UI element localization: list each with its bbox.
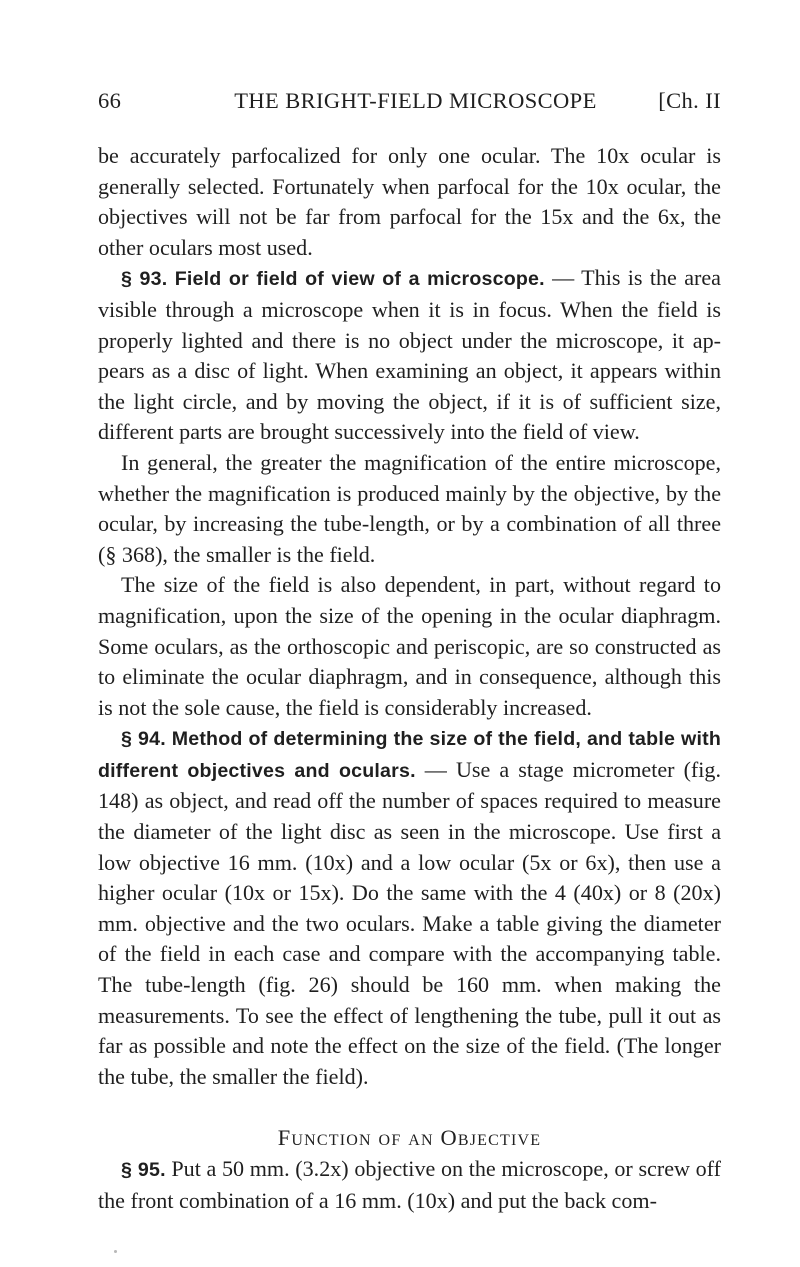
running-title: THE BRIGHT-FIELD MICROSCOPE	[234, 88, 597, 113]
page-number: 66	[98, 88, 122, 113]
section-number: § 94.	[121, 728, 166, 751]
chapter-marker: [Ch. II	[658, 88, 721, 113]
section-heading: Function of an Objective	[277, 1125, 542, 1151]
section-text: — Use a stage micrometer (fig. 148) as object, and read off the number of spaces required to measure the diameter of the light disc as seen in the microscope. Use first a low objective 16 mm. (10x) and a low ocular (5x or 6x), then use a higher ocular (10x or 15x). Do the same with the 4 (40x) or 8 (20x) mm. objective and the two oculars. Make a table giving the diameter of the field in each case and compare with the accompanying table. The tube-length (fig. 26) should be 160 mm. when making the measurements. To see the effect of lengthening the tube, pull it out as far as possible and note the effect on the size of the field. (The longer the tube, the smaller the field).	[98, 756, 721, 1089]
running-head	[98, 88, 721, 118]
section-title: Field or field of view of a microscope.	[174, 268, 545, 291]
paper-speck	[114, 1250, 117, 1253]
paragraph-continued: be accurately parfocalized for only one ocular. The 10x ocular is generally selected. Fortunately when parfocal for the 10x ocular, the objectives will not be far from parfocal for the 15x and the 6x, the other oculars most used.	[98, 143, 721, 260]
paragraph-field-size: The size of the field is also dependent, in part, without regard to magnification, upon the size of the opening in the ocular diaphragm. Some oculars, as the orthoscopic and periscopic, are so constructed as to eliminate the ocular diaphragm, and in consequence, although this is not the sole cause, the field is considerably increased.	[98, 572, 721, 720]
section-93	[98, 263, 721, 448]
section-title: Method of determining the size of the field, and table with different objectives and oculars.	[98, 728, 721, 782]
body-text	[98, 141, 721, 1216]
section-text: Put a 50 mm. (3.2x) objective on the microscope, or screw off the front combination of a 16 mm. (10x) and put the back com-	[98, 1156, 721, 1213]
section-number: § 93.	[121, 268, 168, 291]
paragraph-magnification: In general, the greater the magnification of the entire microscope, whether the magnification is produced mainly by the objective, by the ocular, by increasing the tube-length, or by a combination of all three (§ 368), the smaller is the field.	[98, 449, 721, 567]
section-95	[98, 1154, 721, 1216]
section-number: § 95.	[121, 1159, 166, 1181]
section-text: — This is the area visible through a microscope when it is in focus. When the field is properly lighted and there is no object under the microscope, it appears as a disc of light. When examining an object, it appears within the light circle, and by moving the object, if it is of sufficient size, different parts are brought successively into the field of view.	[98, 265, 721, 445]
section-94	[98, 723, 721, 1092]
